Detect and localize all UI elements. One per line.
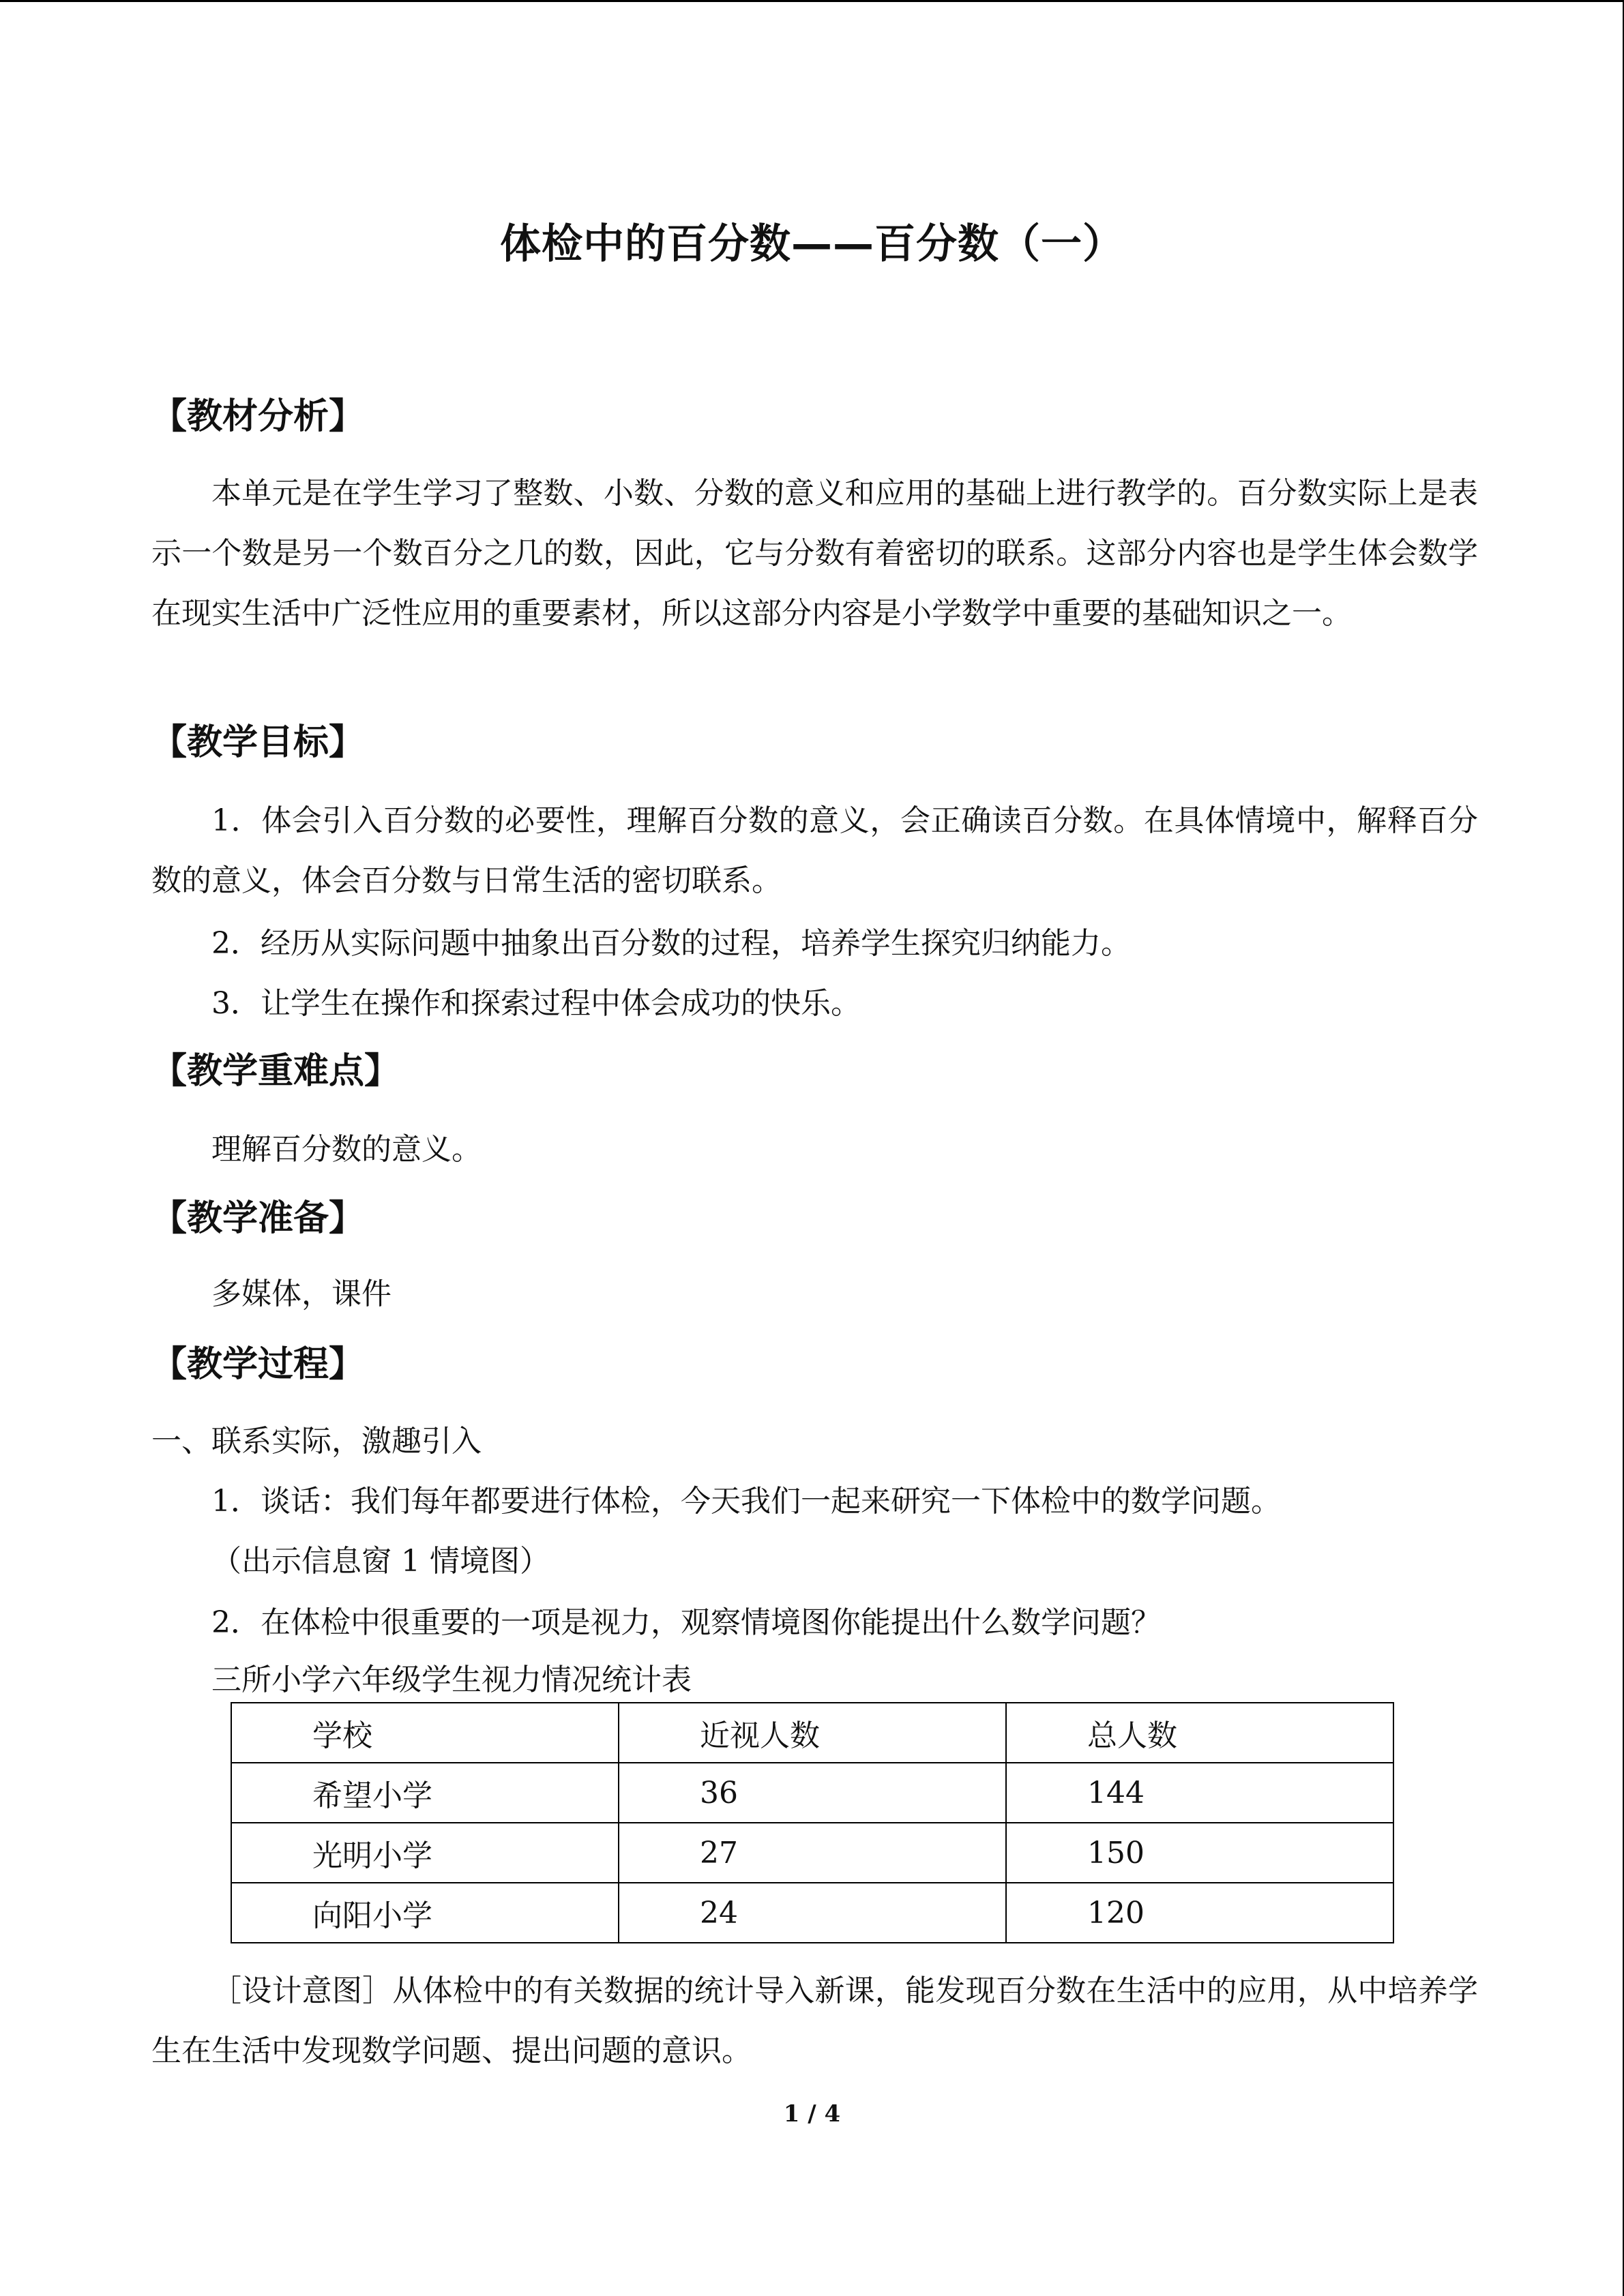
table-cell: 150 xyxy=(1006,1823,1393,1883)
heading-goals: 【教学目标】 xyxy=(151,722,365,763)
design-intent: ［设计意图］从体检中的有关数据的统计导入新课，能发现百分数在生活中的应用，从中培养学生在生活中发现数学问题、提出问题的意识。 xyxy=(151,1973,1478,2068)
goal-item-1: 1．体会引入百分数的必要性，理解百分数的意义，会正确读百分数。在具体情境中，解释百分数的意义，体会百分数与日常生活的密切联系。 xyxy=(151,803,1478,898)
page-top-border xyxy=(0,0,1624,2)
heading-preparation: 【教学准备】 xyxy=(151,1198,365,1239)
analysis-paragraph: 本单元是在学生学习了整数、小数、分数的意义和应用的基础上进行教学的。百分数实际上是表示一个数是另一个数百分之几的数，因此，它与分数有着密切的联系。这部分内容也是学生体会数学在现实生活中广泛性应用的重要素材，所以这部分内容是小学数学中重要的基础知识之一。 xyxy=(151,476,1478,631)
goal-item-2: 2．经历从实际问题中抽象出百分数的过程，培养学生探究归纳能力。 xyxy=(211,926,1131,961)
table-cell: 27 xyxy=(619,1823,1006,1883)
table-row xyxy=(231,1883,1393,1943)
page-title: 体检中的百分数——百分数（一） xyxy=(500,220,1124,268)
table-cell: 向阳小学 xyxy=(231,1883,619,1943)
process-question-2: 2．在体检中很重要的一项是视力，观察情境图你能提出什么数学问题？ xyxy=(211,1605,1161,1640)
goal-item-3: 3．让学生在操作和探索过程中体会成功的快乐。 xyxy=(211,986,861,1021)
heading-process: 【教学过程】 xyxy=(151,1344,365,1385)
table-cell: 希望小学 xyxy=(231,1763,619,1823)
table-cell: 光明小学 xyxy=(231,1823,619,1883)
table-row xyxy=(231,1763,1393,1823)
table-cell: 144 xyxy=(1006,1763,1393,1823)
preparation-text: 多媒体，课件 xyxy=(211,1277,392,1311)
table-cell: 36 xyxy=(619,1763,1006,1823)
table-caption: 三所小学六年级学生视力情况统计表 xyxy=(211,1663,692,1697)
table-header-cell: 学校 xyxy=(231,1703,619,1763)
table-cell: 120 xyxy=(1006,1883,1393,1943)
keypoints-text: 理解百分数的意义。 xyxy=(211,1132,482,1167)
table-header-cell: 总人数 xyxy=(1006,1703,1393,1763)
table-cell: 24 xyxy=(619,1883,1006,1943)
heading-analysis: 【教材分析】 xyxy=(151,396,365,437)
process-talk: 1．谈话：我们每年都要进行体检，今天我们一起来研究一下体检中的数学问题。 xyxy=(211,1484,1281,1519)
table-row xyxy=(231,1823,1393,1883)
table-header-row xyxy=(231,1703,1393,1763)
page-number: 1 / 4 xyxy=(783,2100,841,2128)
process-show: （出示信息窗 1 情境图） xyxy=(211,1544,550,1579)
table-header-cell: 近视人数 xyxy=(619,1703,1006,1763)
process-step-1: 一、联系实际，激趣引入 xyxy=(151,1424,482,1459)
vision-stats-table xyxy=(231,1702,1394,1943)
heading-keypoints: 【教学重难点】 xyxy=(151,1051,400,1092)
